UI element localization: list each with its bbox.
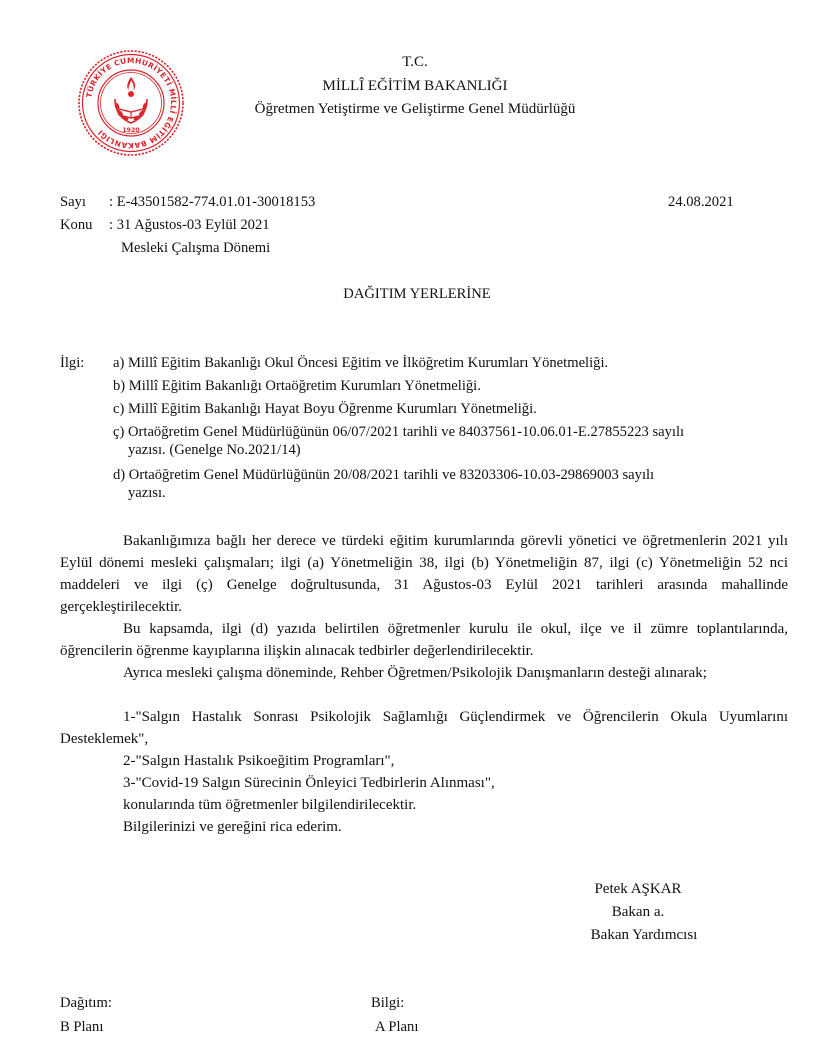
konu-value: : 31 Ağustos-03 Eylül 2021 xyxy=(109,217,270,233)
seal-ring-text: TÜRKİYE CUMHURİYETİ MİLLÎ EĞİTİM BAKANLIĞI xyxy=(84,55,179,151)
body-list-item-1: 1-"Salgın Hastalık Sonrası Psikolojik Sağlamlığı Güçlendirmek ve Öğrencilerin Okula Uyumlarını Desteklemek", xyxy=(60,709,788,747)
ilgi-item xyxy=(113,377,793,395)
konu-value-cont: Mesleki Çalışma Dönemi xyxy=(121,240,271,256)
signatory-title-2: Bakan Yardımcısı xyxy=(590,927,698,943)
bilgi-value: A Planı xyxy=(375,1019,419,1035)
sayi-label: Sayı xyxy=(60,194,86,210)
konu-label: Konu xyxy=(60,217,93,233)
ilgi-item-cont: yazısı. xyxy=(128,485,166,501)
ilgi-item xyxy=(113,423,793,459)
ilgi-item xyxy=(113,354,793,372)
sayi-value: : E-43501582-774.01.01-30018153 xyxy=(109,194,316,210)
signatory-name: Petek AŞKAR xyxy=(594,881,682,897)
body-paragraph-3: Ayrıca mesleki çalışma döneminde, Rehber Öğretmen/Psikolojik Danışmanların desteği alınarak; xyxy=(123,665,707,681)
ministry-seal-icon xyxy=(77,49,185,157)
ilgi-label: İlgi: xyxy=(60,355,85,371)
body-list-item-2: 2-"Salgın Hastalık Psikoeğitim Programları", xyxy=(123,753,395,769)
recipient-heading: DAĞITIM YERLERİNE xyxy=(343,286,491,302)
body-list-item-3: 3-"Covid-19 Salgın Sürecinin Önleyici Tedbirlerin Alınması", xyxy=(123,775,495,791)
seal-year: 1920 xyxy=(122,127,140,134)
body-closing: Bilgilerinizi ve gereğini rica ederim. xyxy=(123,819,342,835)
ilgi-item-text: ç) Ortaöğretim Genel Müdürlüğünün 06/07/2021 tarihli ve 84037561-10.06.01-E.27855223 sayılı xyxy=(113,424,685,440)
ilgi-item-text: a) Millî Eğitim Bakanlığı Okul Öncesi Eğitim ve İlköğretim Kurumları Yönetmeliği. xyxy=(113,355,609,371)
header-directorate: Öğretmen Yetiştirme ve Geliştirme Genel Müdürlüğü xyxy=(254,101,576,117)
document-date: 24.08.2021 xyxy=(668,194,734,210)
signatory-title-1: Bakan a. xyxy=(611,904,665,920)
ilgi-item-cont: yazısı. (Genelge No.2021/14) xyxy=(128,442,301,458)
dagitim-label: Dağıtım: xyxy=(60,995,112,1011)
ilgi-item-text: b) Millî Eğitim Bakanlığı Ortaöğretim Kurumları Yönetmeliği. xyxy=(113,378,481,394)
ilgi-item-text: d) Ortaöğretim Genel Müdürlüğünün 20/08/2021 tarihli ve 83203306-10.03-29869003 sayılı xyxy=(113,467,655,483)
header-tc: T.C. xyxy=(402,54,428,70)
ilgi-item xyxy=(113,466,793,502)
ilgi-item xyxy=(113,400,793,418)
bilgi-label: Bilgi: xyxy=(371,995,405,1011)
body-paragraph-1: Bakanlığımıza bağlı her derece ve türdeki eğitim kurumlarında görevli yönetici ve öğretmenlerin 2021 yılı Eylül dönemi mesleki çalışmaları; ilgi (a) Yönetmeliğin 38, ilgi (b) Yönetmeliğin 87, ilgi (c) Yönetmeliğin 52 nci maddeleri ve ilgi (ç) Genelge doğrultusunda, 31 Ağustos-03 Eylül 2021 tarihleri arasında mahallinde gerçekleştirilecektir. xyxy=(60,533,788,615)
dagitim-value: B Planı xyxy=(60,1019,104,1035)
ilgi-item-text: c) Millî Eğitim Bakanlığı Hayat Boyu Öğrenme Kurumları Yönetmeliği. xyxy=(113,401,537,417)
header-ministry: MİLLÎ EĞİTİM BAKANLIĞI xyxy=(322,78,508,94)
body-paragraph-4: konularında tüm öğretmenler bilgilendirilecektir. xyxy=(123,797,417,813)
body-paragraph-2: Bu kapsamda, ilgi (d) yazıda belirtilen öğretmenler kurulu ile okul, ilçe ve il zümre toplantılarında, öğrencilerin öğrenme kayıplarına ilişkin alınacak tedbirler değerlendirilecektir. xyxy=(60,621,788,659)
